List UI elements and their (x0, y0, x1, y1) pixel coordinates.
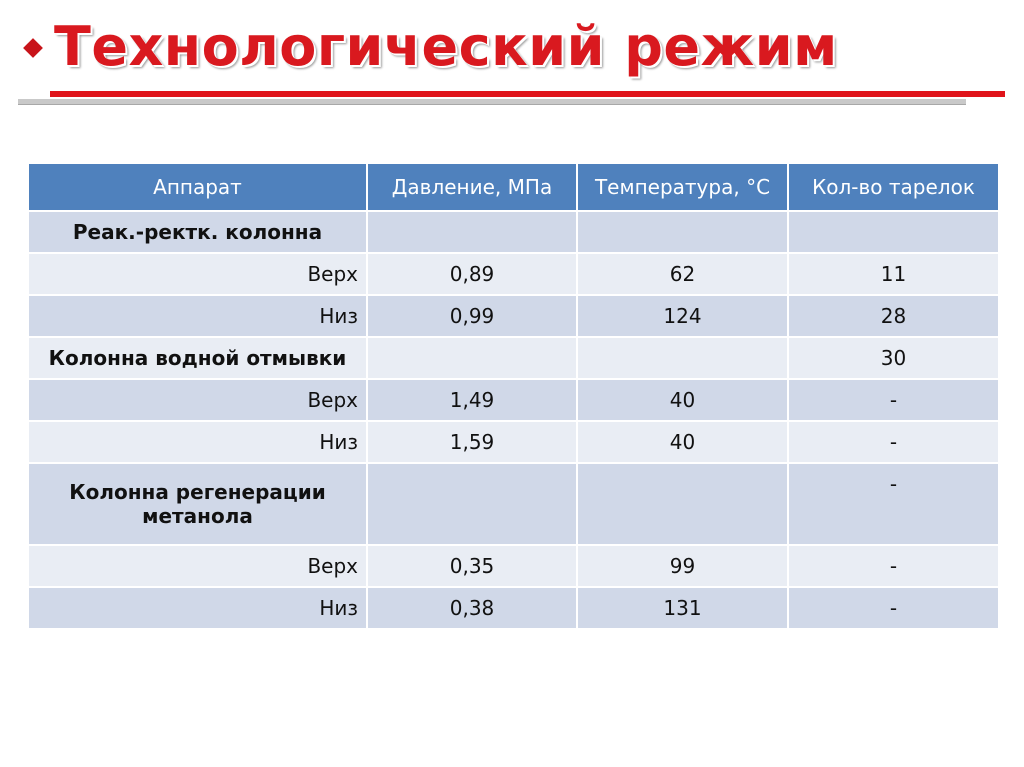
cell-trays: - (788, 421, 999, 463)
cell-apparatus: Колонна регенерации метанола (28, 463, 367, 545)
table-row (28, 545, 999, 587)
table-row (28, 463, 999, 545)
cell-pressure: 0,38 (367, 587, 577, 629)
cell-trays: - (788, 379, 999, 421)
cell-temperature: 40 (577, 379, 788, 421)
cell-trays: 30 (788, 337, 999, 379)
cell-apparatus: Низ (28, 587, 367, 629)
slide-title: Технологический режим (54, 15, 838, 78)
cell-temperature: 40 (577, 421, 788, 463)
cell-trays: - (788, 587, 999, 629)
cell-trays: 28 (788, 295, 999, 337)
slide-header (14, 8, 1014, 88)
table-row (28, 295, 999, 337)
header-temperature: Температура, °С (577, 163, 788, 211)
cell-trays: 11 (788, 253, 999, 295)
table-row (28, 253, 999, 295)
header-pressure: Давление, МПа (367, 163, 577, 211)
cell-pressure: 0,89 (367, 253, 577, 295)
cell-temperature: 131 (577, 587, 788, 629)
cell-pressure: 0,35 (367, 545, 577, 587)
cell-apparatus: Низ (28, 295, 367, 337)
cell-trays: - (788, 545, 999, 587)
header-trays: Кол-во тарелок (788, 163, 999, 211)
cell-apparatus: Верх (28, 253, 367, 295)
process-mode-table (27, 162, 1000, 630)
cell-trays (788, 211, 999, 253)
cell-temperature: 62 (577, 253, 788, 295)
cell-pressure (367, 463, 577, 545)
cell-apparatus: Колонна водной отмывки (28, 337, 367, 379)
cell-apparatus: Реак.-ректк. колонна (28, 211, 367, 253)
cell-temperature: 99 (577, 545, 788, 587)
cell-pressure: 0,99 (367, 295, 577, 337)
cell-temperature (577, 337, 788, 379)
table-row (28, 587, 999, 629)
cell-pressure: 1,59 (367, 421, 577, 463)
cell-trays: - (788, 463, 999, 545)
cell-pressure (367, 211, 577, 253)
cell-temperature (577, 211, 788, 253)
cell-pressure: 1,49 (367, 379, 577, 421)
title-underline-red (50, 91, 1005, 97)
table-header-row (28, 163, 999, 211)
header-apparatus: Аппарат (28, 163, 367, 211)
cell-pressure (367, 337, 577, 379)
cell-apparatus: Низ (28, 421, 367, 463)
title-underline-gray (18, 99, 966, 105)
table-row (28, 421, 999, 463)
cell-temperature: 124 (577, 295, 788, 337)
cell-temperature (577, 463, 788, 545)
diamond-bullet-icon (23, 38, 43, 58)
table-row (28, 337, 999, 379)
table-row (28, 379, 999, 421)
cell-apparatus: Верх (28, 545, 367, 587)
cell-apparatus: Верх (28, 379, 367, 421)
table-row (28, 211, 999, 253)
